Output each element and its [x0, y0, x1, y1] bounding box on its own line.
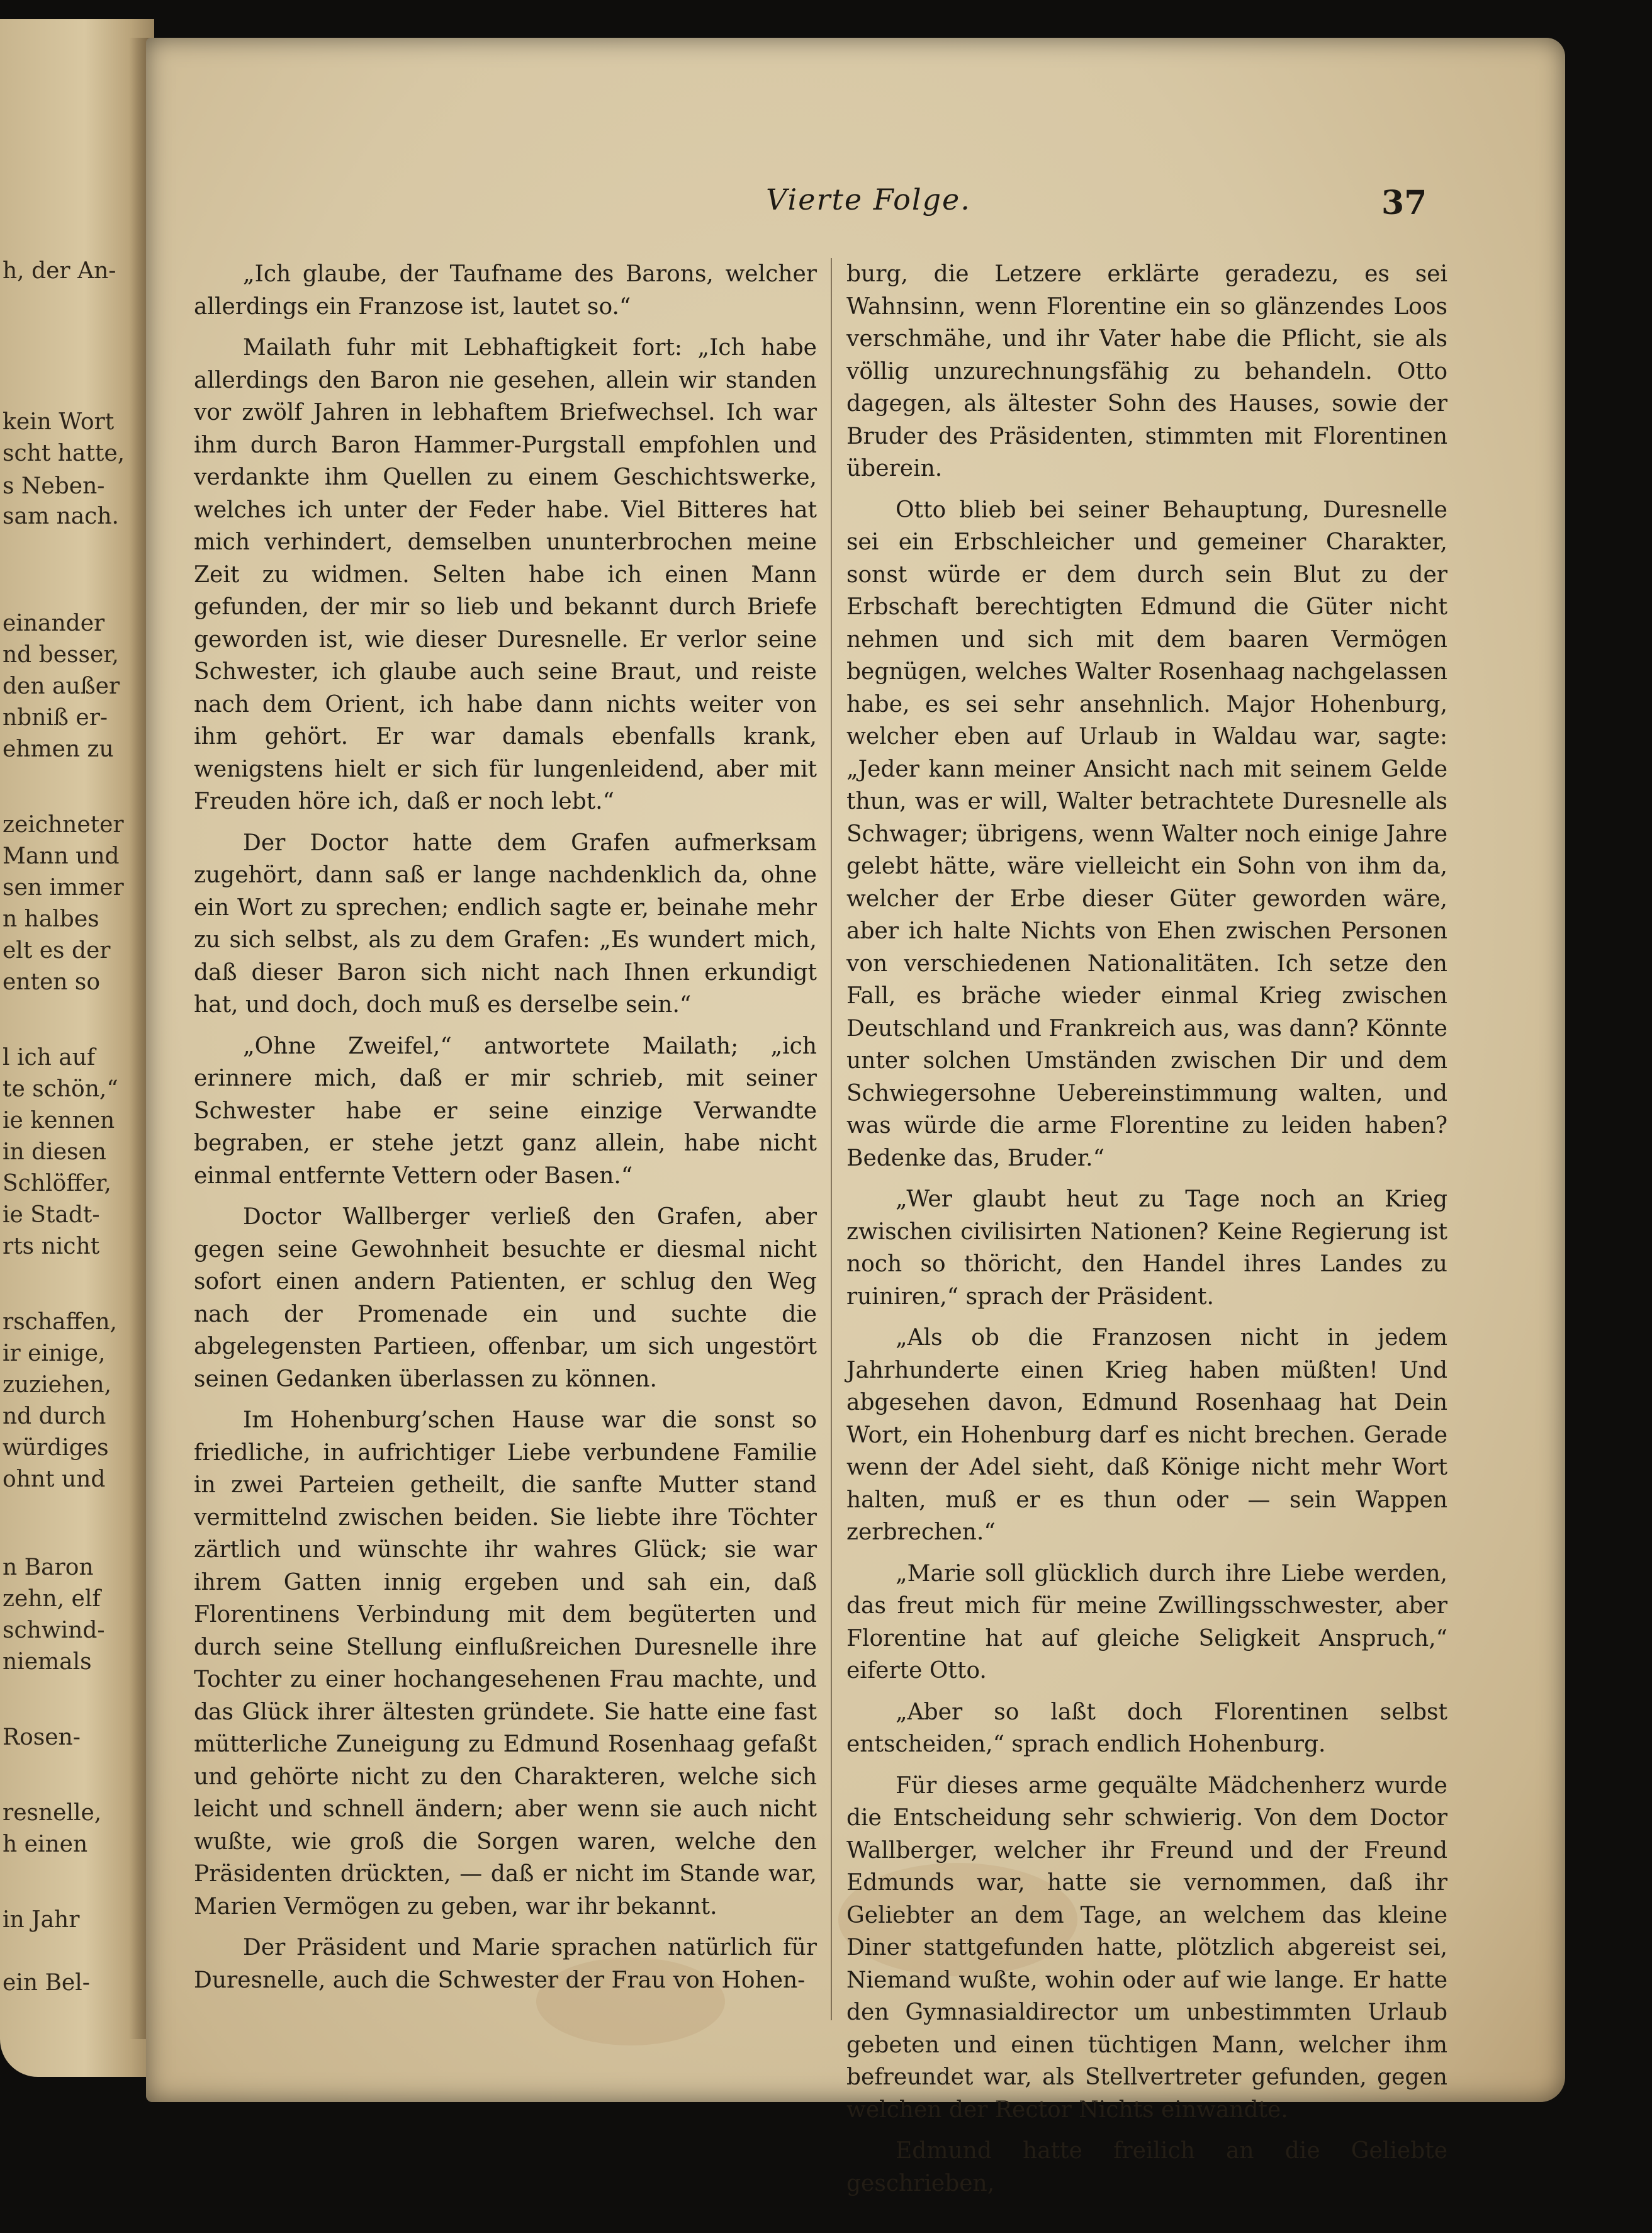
previous-page-line: nd durch: [3, 1403, 106, 1429]
running-title: Vierte Folge.: [766, 183, 971, 217]
paragraph: Für dieses arme gequälte Mädchenherz wurde die Entscheidung sehr schwierig. Von dem Doctor Wallberger, welcher ihr Freund und der Freund Edmunds war, hatte sie vernommen, daß ihr Geliebter an dem Tage, an welchem das kleine Diner stattgefunden hatte, plötzlich abgereist sei, Niemand wußte, wohin oder auf wie lange. Er hatte den Gymnasialdirector um unbestimmten Urlaub gebeten und einen tüchtigen Mann, welcher ihm befreundet war, als Stellvertreter gefunden, gegen welchen der Rector Nichts einwandte.: [846, 1772, 1447, 2123]
previous-page-line: scht hatte,: [3, 441, 125, 466]
paragraph: „Ich glaube, der Taufname des Barons, welcher allerdings ein Franzose ist, lautet so.“: [194, 261, 817, 320]
previous-page-line: niemals: [3, 1649, 92, 1675]
previous-page-line: ein Bel-: [3, 1970, 90, 1996]
paragraph: „Aber so laßt doch Florentinen selbst entscheiden,“ sprach endlich Hohenburg.: [846, 1699, 1447, 1757]
previous-page-line: te schön,“: [3, 1076, 118, 1102]
previous-page-line: ohnt und: [3, 1466, 106, 1492]
left-text-column: [194, 258, 817, 1996]
column-rule: [831, 258, 832, 2020]
previous-page-line: elt es der: [3, 938, 111, 964]
previous-page-line: zehn, elf: [3, 1586, 101, 1612]
previous-page-line: Rosen-: [3, 1724, 81, 1750]
paragraph: Edmund hatte freilich an die Geliebte geschrieben,: [846, 2138, 1447, 2196]
previous-page-line: rts nicht: [3, 1234, 100, 1259]
previous-page-line: sen immer: [3, 875, 124, 901]
previous-page-line: n halbes: [3, 906, 99, 932]
previous-page-line: sam nach.: [3, 503, 119, 529]
previous-page-line: ehmen zu: [3, 736, 114, 762]
right-text-column: [846, 258, 1447, 2200]
paragraph: Im Hohenburg’schen Hause war die sonst so friedliche, in aufrichtiger Liebe verbundene Familie in zwei Parteien getheilt, die sanfte Mutter stand vermittelnd zwischen beiden. Sie liebte ihre Töchter zärtlich und wünschte ihr wahres Glück; sie war ihrem Gatten innig ergeben und sah ein, daß Florentinens Verbindung mit dem begüterten und durch seine Stellung einflußreichen Duresnelle ihre Tochter zu einer hochangesehenen Frau machte, und das Glück ihrer ältesten gründete. Sie hatte eine fast mütterliche Zuneigung zu Edmund Rosenhaag gefaßt und gehörte nicht zu den Charakteren, welche sich leicht und schnell ändern; aber wenn sie auch nicht wußte, wie groß die Sorgen waren, welche den Präsidenten drückten, — daß er nicht im Stande war, Marien Vermögen zu geben, war ihr bekannt.: [194, 1407, 817, 1920]
previous-page-line: s Neben-: [3, 473, 105, 499]
paragraph: Otto blieb bei seiner Behauptung, Duresnelle sei ein Erbschleicher und gemeiner Charakter, sonst würde er dem durch sein Blut zu der Erbschaft berechtigten Edmund die Güter nicht nehmen und sich mit dem baaren Vermögen begnügen, welches Walter Rosenhaag nachgelassen habe, es sei sehr ansehnlich. Major Hohenburg, welcher eben auf Urlaub in Waldau war, sagte: „Jeder kann meiner Ansicht nach mit seinem Gelde thun, was er will, Walter betrachtete Duresnelle als Schwager; übrigens, wenn Walter noch einige Jahre gelebt hätte, wäre vielleicht ein Sohn von ihm da, welcher der Erbe dieser Güter geworden wäre, aber ich halte Nichts von Ehen zwischen Personen von verschiedenen Nationalitäten. Ich setze den Fall, es bräche wieder einmal Krieg zwischen Deutschland und Frankreich aus, was dann? Könnte unter solchen Umständen zwischen Dir und dem Schwiegersohne Uebereinstimmung walten, und was würde die arme Florentine zu leiden haben? Bedenke das, Bruder.“: [846, 497, 1447, 1171]
previous-page-line: l ich auf: [3, 1045, 96, 1071]
previous-page-line: kein Wort: [3, 409, 115, 435]
previous-page-line: ie Stadt-: [3, 1202, 100, 1228]
previous-page-line: enten so: [3, 969, 101, 995]
previous-page-line: einander: [3, 610, 105, 636]
paragraph: Mailath fuhr mit Lebhaftigkeit fort: „Ich habe allerdings den Baron nie gesehen, allein wir standen vor zwölf Jahren in lebhaftem Briefwechsel. Ich war ihm durch Baron Hammer-Purgstall empfohlen und verdankte ihm Quellen zu einem Geschichtswerke, welches ich unter der Feder habe. Viel Bitteres hat mich verhindert, demselben ununterbrochen meine Zeit zu widmen. Selten habe ich einen Mann gefunden, der mir so lieb und bekannt durch Briefe geworden ist, wie dieser Duresnelle. Er verlor seine Schwester, ich glaube auch seine Braut, und reiste nach dem Orient, ich habe dann nichts weiter von ihm gehört. Er war damals ebenfalls krank, wenigstens hielt er sich für lungenleidend, aber mit Freuden höre ich, daß er noch lebt.“: [194, 335, 817, 814]
paragraph: Der Präsident und Marie sprachen natürlich für Duresnelle, auch die Schwester der Frau von Hohen-: [194, 1935, 817, 1993]
previous-page-line: rschaffen,: [3, 1309, 118, 1335]
previous-page-line: den außer: [3, 673, 120, 699]
previous-page-line: in Jahr: [3, 1907, 80, 1933]
paragraph: „Ohne Zweifel,“ antwortete Mailath; „ich erinnere mich, daß er mir schrieb, mit seiner Schwester habe er seine einzige Verwandte begraben, er stehe jetzt ganz allein, habe nicht einmal entfernte Vettern oder Basen.“: [194, 1033, 817, 1189]
previous-page-line: n Baron: [3, 1555, 94, 1580]
paragraph: burg, die Letzere erklärte geradezu, es sei Wahnsinn, wenn Florentine ein so glänzendes Loos verschmähe, und ihr Vater habe die Pflicht, sie als völlig unzurechnungsfähig zu behandeln. Otto dagegen, als ältester Sohn des Hauses, sowie der Bruder des Präsidenten, stimmten mit Florentinen überein.: [846, 261, 1447, 481]
previous-page-line: nbniß er-: [3, 705, 108, 731]
previous-page-line: schwind-: [3, 1617, 105, 1643]
previous-page-line: Mann und: [3, 843, 120, 869]
previous-page-line: Schlöffer,: [3, 1171, 111, 1196]
previous-page-line: zeichneter: [3, 812, 124, 838]
previous-page-line: in diesen: [3, 1139, 106, 1165]
paragraph: Doctor Wallberger verließ den Grafen, aber gegen seine Gewohnheit besuchte er diesmal nicht sofort einen andern Patienten, er schlug den Weg nach der Promenade ein und suchte die abgelegensten Partieen, offenbar, um sich ungestört seinen Gedanken überlassen zu können.: [194, 1204, 817, 1392]
previous-page-line: zuziehen,: [3, 1372, 112, 1398]
paragraph: Der Doctor hatte dem Grafen aufmerksam zugehört, dann saß er lange nachdenklich da, ohne ein Wort zu sprechen; endlich sagte er, beinahe mehr zu sich selbst, als zu dem Grafen: „Es wundert mich, daß dieser Baron sich nicht nach Ihnen erkundigt hat, und doch, doch muß es derselbe sein.“: [194, 830, 817, 1018]
previous-page-line: ie kennen: [3, 1108, 115, 1133]
previous-page-line: nd besser,: [3, 642, 119, 668]
previous-page-line: h, der An-: [3, 258, 116, 284]
previous-page-line: resnelle,: [3, 1800, 102, 1826]
previous-page-line: würdiges: [3, 1435, 109, 1461]
paragraph: „Wer glaubt heut zu Tage noch an Krieg zwischen civilisirten Nationen? Keine Regierung ist noch so thöricht, den Handel ihres Landes zu ruiniren,“ sprach der Präsident.: [846, 1186, 1447, 1310]
previous-page-line: h einen: [3, 1831, 88, 1857]
paragraph: „Als ob die Franzosen nicht in jedem Jahrhunderte einen Krieg haben müßten! Und abgesehen davon, Edmund Rosenhaag hat Dein Wort, ein Hohenburg darf es nicht brechen. Gerade wenn der Adel sieht, daß Könige nicht mehr Wort halten, muß er es thun oder — sein Wappen zerbrechen.“: [846, 1325, 1447, 1545]
paragraph: „Marie soll glücklich durch ihre Liebe werden, das freut mich für meine Zwillingsschwester, aber Florentine hat auf gleiche Seligkeit Anspruch,“ eiferte Otto.: [846, 1560, 1447, 1684]
previous-page-line: ir einige,: [3, 1341, 106, 1366]
